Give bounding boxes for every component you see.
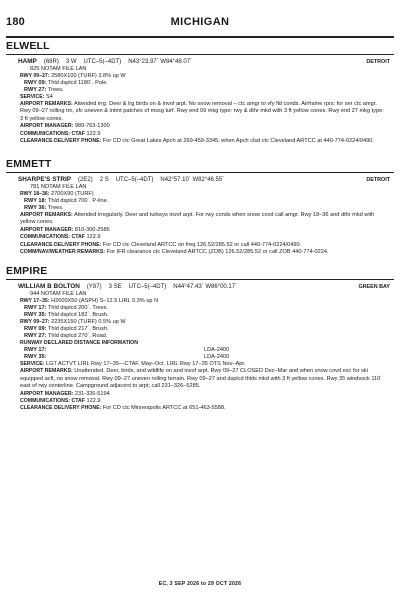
runway-line bbox=[20, 94, 394, 101]
coordinates: N42°57.10´ W82°46.55´ bbox=[160, 177, 225, 183]
remark-entry bbox=[20, 131, 388, 138]
runway-line bbox=[24, 312, 394, 319]
remark-label: CLEARANCE DELIVERY PHONE: bbox=[20, 405, 102, 412]
airport-section-emmett bbox=[6, 158, 394, 256]
remark-label: AIRPORT MANAGER: bbox=[20, 226, 74, 233]
runway-line bbox=[24, 305, 394, 312]
runway-line bbox=[24, 198, 394, 205]
utc-offset: UTC–5(–4DT) bbox=[83, 59, 122, 65]
remark-text: For CD ctc Great Lakes Apch at 269-459-3345, when Apch clsd ctc Cleveland ARTCC at 440-774-0224/0490. bbox=[101, 138, 374, 145]
remark-label: COMM/NAV/WEATHER REMARKS: bbox=[20, 249, 106, 256]
remark-label: COMMUNICATIONS: CTAF bbox=[20, 234, 85, 241]
page-state-title: MICHIGAN bbox=[170, 16, 230, 28]
runway-detail: Thld dsplcd 270´. Road. bbox=[46, 333, 108, 339]
airport-id: (68R) bbox=[43, 59, 59, 65]
runway-label: RUNWAY DECLARED DISTANCE INFORMATION bbox=[20, 340, 138, 346]
declared-distance-value: LDA-2400 bbox=[204, 354, 230, 360]
runway-detail: 2235X150 (TURF) 0.5% up W bbox=[49, 319, 126, 325]
runway-detail: 2580X100 (TURF) 3.8% up W bbox=[49, 73, 126, 79]
runway-label: RWY 18–36: bbox=[20, 191, 50, 197]
runway-detail: Thld dsplcd 200´. Trees. bbox=[46, 305, 108, 311]
runway-label: RWY 35: bbox=[24, 312, 47, 318]
declared-distance-row bbox=[24, 354, 394, 361]
remark-text: For CD ctc Cleveland ARTCC on freq 126.52/285.52 or call 440-774-0224/0490. bbox=[101, 241, 302, 248]
page-header bbox=[6, 14, 394, 38]
utc-offset: UTC–5(–4DT) bbox=[115, 177, 154, 183]
runway-label: RWY 09–27: bbox=[20, 319, 50, 325]
runway-label: RWY 27: bbox=[24, 333, 47, 339]
runway-line bbox=[24, 326, 394, 333]
distance-direction: 3 SE bbox=[108, 284, 122, 290]
remark-entry bbox=[20, 249, 388, 256]
remark-text: 122.9 bbox=[84, 398, 101, 405]
sectional-chart: DETROIT bbox=[366, 59, 390, 65]
remark-label: SERVICE: bbox=[20, 361, 45, 367]
runway-detail: Trees. bbox=[46, 205, 64, 211]
runway-detail: Thld dsplcd 182´. Brush. bbox=[46, 312, 109, 318]
remark-text: 122.9 bbox=[84, 234, 101, 241]
runway-line bbox=[24, 87, 394, 94]
remark-label: AIRPORT REMARKS: bbox=[20, 368, 73, 375]
remark-text: For CD ctc Minneapolis ARTCC at 651-463-5588. bbox=[101, 405, 226, 412]
city-name: EMMETT bbox=[6, 158, 394, 173]
remark-entry bbox=[20, 391, 388, 398]
effective-dates-footer: EC, 3 SEP 2026 to 29 OCT 2026 bbox=[158, 581, 242, 587]
remark-entry bbox=[20, 398, 388, 405]
runway-label: SERVICE: bbox=[20, 94, 45, 100]
runway-label: RWY 17–35: bbox=[20, 298, 50, 304]
runway-line bbox=[20, 298, 394, 305]
distance-direction: 3 W bbox=[65, 59, 77, 65]
remark-text: 810-300-2586 bbox=[73, 226, 110, 233]
runway-line bbox=[24, 205, 394, 212]
remark-label: CLEARANCE DELIVERY PHONE: bbox=[20, 138, 102, 145]
declared-distance-value: LDA-2400 bbox=[204, 347, 230, 353]
remark-entry bbox=[20, 123, 388, 130]
runway-label: RWY 09–27: bbox=[20, 73, 50, 79]
runway-label: RWY 09: bbox=[24, 326, 47, 332]
runway-line bbox=[20, 340, 394, 347]
remark-label: AIRPORT MANAGER: bbox=[20, 390, 74, 397]
airport-header-line bbox=[18, 58, 394, 66]
remark-text: Attended irrg. Deer & lrg birds on & invof arpt. No snow removal – ctc amgr to vfy fld conds. Airframe rprs: for ser ctc amgr. Rwy 09–27 rolling trn, sfc uneven & intmt patches of mssg turf. Rwy end 09 mkg type: rwy & dthr mkd with 3 ft yellow cones. Rwy end 27 mkg type: 3 ft yellow cones. bbox=[20, 101, 384, 122]
runway-detail: Trees. bbox=[46, 87, 64, 93]
remark-text: 231-326-5194 bbox=[73, 390, 110, 397]
runway-line bbox=[20, 319, 394, 326]
sectional-chart: DETROIT bbox=[366, 177, 390, 183]
runway-label: RWY 17: bbox=[24, 305, 47, 311]
remark-entry bbox=[20, 368, 388, 390]
declared-distance-row bbox=[24, 347, 394, 354]
runway-detail: H2600X50 (ASPH) S–12.5 LIRL 0.3% up N bbox=[49, 298, 159, 304]
declared-distance-runway: RWY 35: bbox=[24, 354, 47, 360]
airport-name: SHARPE'S STRIP bbox=[18, 176, 72, 183]
remark-text: Attended irregularly. Deer and turkeys invof arpt. For rwy conds when snow covd call amgr. Rwy 18–36 and dthr mkd with yellow cones. bbox=[20, 212, 375, 226]
page-number: 180 bbox=[6, 16, 25, 28]
city-name: EMPIRE bbox=[6, 265, 394, 280]
runway-label: RWY 36: bbox=[24, 205, 47, 211]
sectional-chart: GREEN BAY bbox=[358, 284, 390, 290]
runway-detail: 2700X90 (TURF) bbox=[49, 191, 94, 197]
city-name: ELWELL bbox=[6, 40, 394, 55]
coordinates: N44°47.43´ W86°00.17´ bbox=[173, 284, 238, 290]
remark-label: AIRPORT MANAGER: bbox=[20, 123, 74, 130]
remark-entry bbox=[20, 227, 388, 234]
runway-detail: Thld dsplcd 1180´. Pole. bbox=[46, 80, 108, 86]
utc-offset: UTC–5(–4DT) bbox=[128, 284, 167, 290]
remark-entry bbox=[20, 101, 388, 123]
remark-text: LGT ACTVT LIRL Rwy 17–35—CTAF. May–Oct. LIRL Rwy 17–35 OTS Nov–Apr. bbox=[44, 361, 246, 367]
coordinates: N43°23.97´ W84°48.07´ bbox=[128, 59, 193, 65]
elevation-notam-line: 781 NOTAM FILE LAN bbox=[30, 184, 87, 190]
runway-line bbox=[24, 80, 394, 87]
runway-detail: Thld dsplcd 217´. Brush. bbox=[46, 326, 109, 332]
distance-direction: 2 S bbox=[99, 177, 109, 183]
remark-label: AIRPORT REMARKS: bbox=[20, 101, 73, 107]
airport-id: (Y87) bbox=[86, 284, 102, 290]
elevation-notam-line: 944 NOTAM FILE LAN bbox=[30, 291, 87, 297]
remark-text: For IFR clearance ctc Cleveland ARTCC (ZOB) 126.52/285.52 or call ZOB 440-774-0224. bbox=[105, 249, 329, 256]
airport-header-line bbox=[18, 176, 394, 184]
remark-text: 122.9 bbox=[84, 130, 101, 137]
runway-detail: Thld dsplcd 700´. P-line. bbox=[46, 198, 109, 204]
elevation-notam-line: 825 NOTAM FILE LAN bbox=[30, 66, 87, 72]
remark-entry bbox=[20, 234, 388, 241]
declared-distance-runway: RWY 17: bbox=[24, 347, 47, 353]
remark-entry bbox=[20, 212, 388, 227]
remark-text: 989-763-1300 bbox=[73, 123, 110, 130]
remark-entry bbox=[20, 138, 388, 145]
runway-label: RWY 18: bbox=[24, 198, 47, 204]
runway-line bbox=[20, 73, 394, 80]
airport-name: WILLIAM B BOLTON bbox=[18, 283, 80, 290]
remark-entry bbox=[20, 361, 388, 368]
remark-label: AIRPORT REMARKS: bbox=[20, 212, 73, 218]
remark-entry bbox=[20, 405, 388, 412]
airport-section-empire bbox=[6, 265, 394, 413]
remark-text: Unattended. Deer, birds, and wildlife on and invof arpt. Rwy 09–27 CLOSED Dec–Mar and when snow covd exc for ski equipped acft, no snow removal. Rwy 09–27 uneven rolling terrain. Rwy 09–27 and dsplcd thlds mkd with 3 ft yellow cones. Rwy 35 windsock 110´ east of rwy centerline. Campground adjacent to arpt; call 231–326–5285. bbox=[20, 368, 383, 390]
remark-label: COMMUNICATIONS: CTAF bbox=[20, 398, 85, 405]
runway-line bbox=[20, 191, 394, 198]
remark-label: CLEARANCE DELIVERY PHONE: bbox=[20, 241, 102, 248]
remark-entry bbox=[20, 242, 388, 249]
airport-id: (2E2) bbox=[78, 177, 93, 183]
runway-label: RWY 09: bbox=[24, 80, 47, 86]
runway-line bbox=[24, 333, 394, 340]
runway-detail: S4 bbox=[44, 94, 53, 100]
airport-name: HAMP bbox=[18, 58, 37, 65]
airport-section-elwell bbox=[6, 40, 394, 145]
runway-label: RWY 27: bbox=[24, 87, 47, 93]
airport-header-line bbox=[18, 283, 394, 291]
remark-label: COMMUNICATIONS: CTAF bbox=[20, 130, 85, 137]
